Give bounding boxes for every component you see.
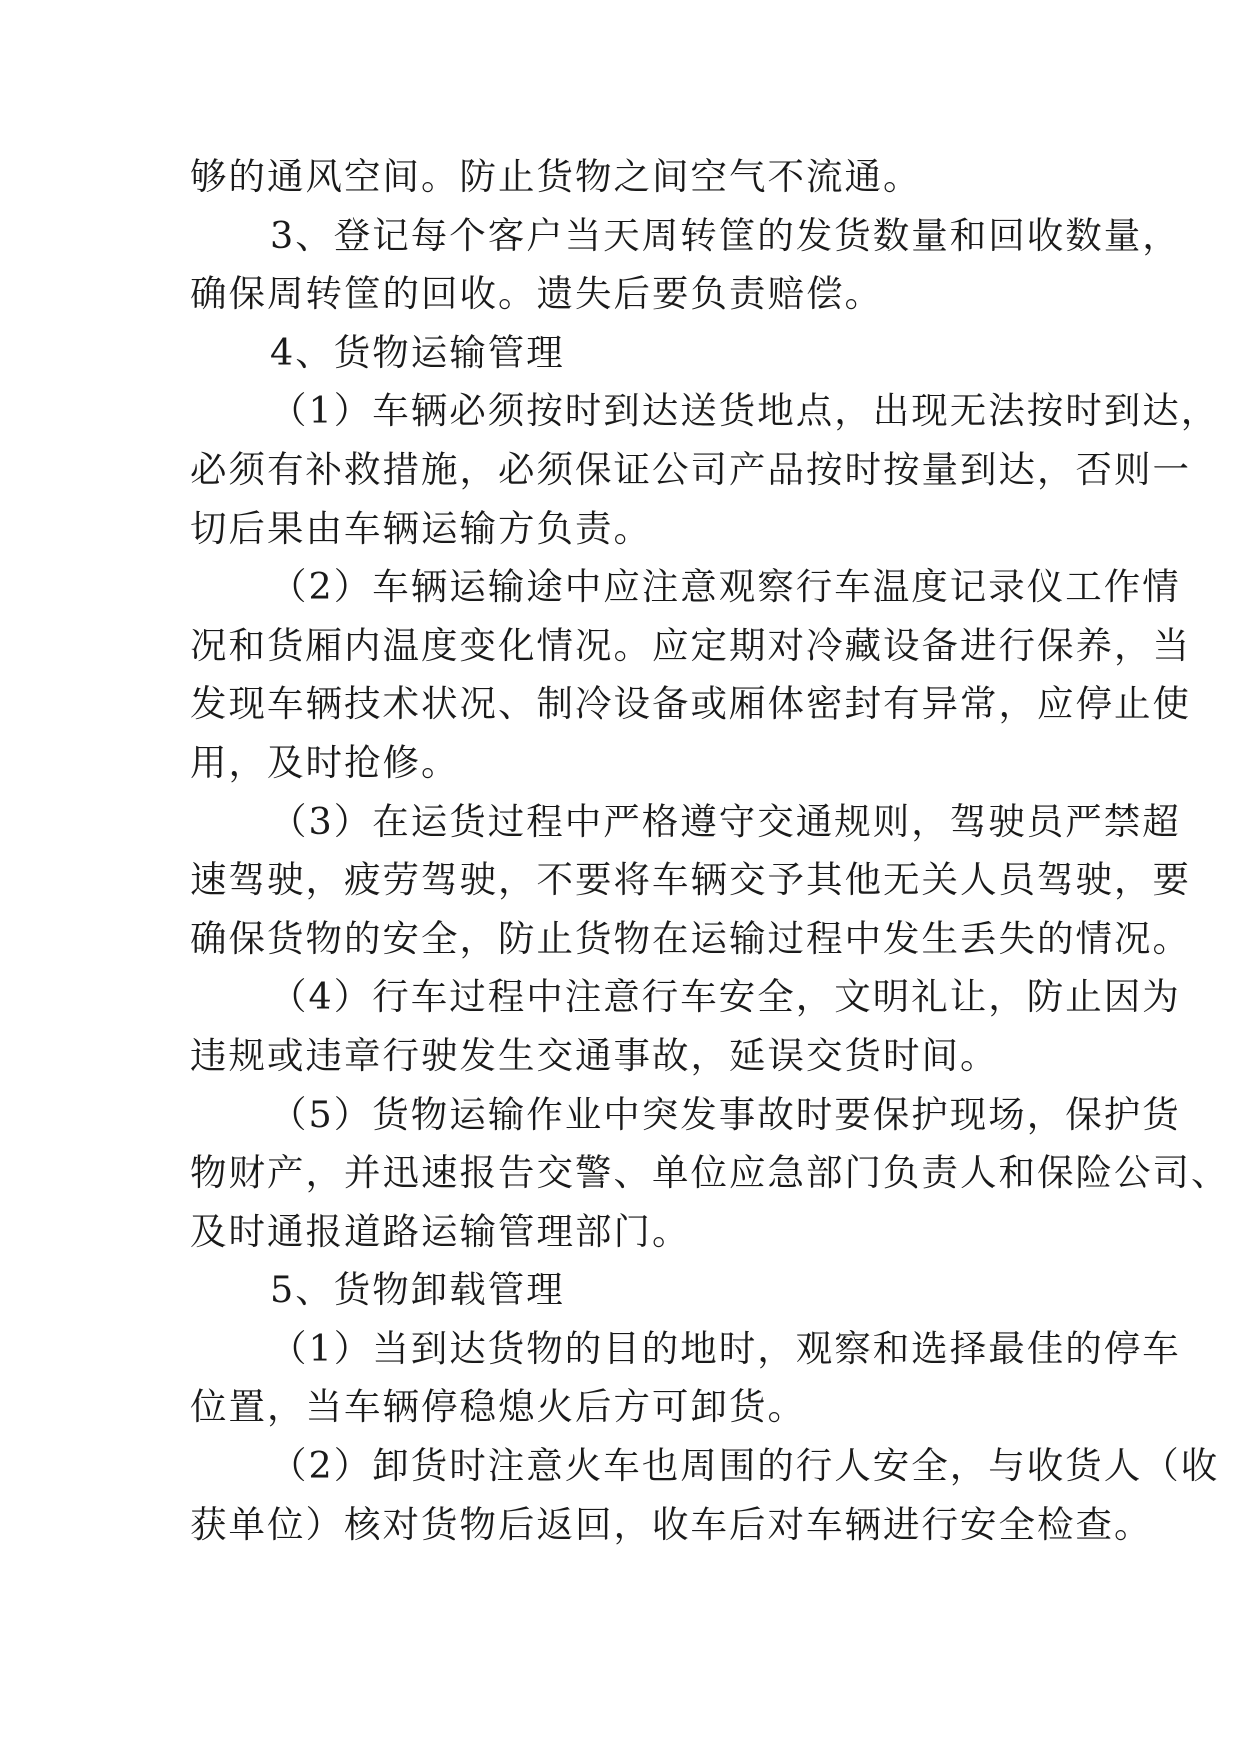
- text-line: 及时通报道路运输管理部门。: [190, 1209, 691, 1253]
- text-line: （4）行车过程中注意行车安全，文明礼让，防止因为: [270, 975, 1181, 1019]
- text-line: （2）卸货时注意火车也周围的行人安全，与收货人（收: [270, 1444, 1220, 1488]
- text-line: 必须有补救措施，必须保证公司产品按时按量到达，否则一: [190, 447, 1191, 491]
- text-line: （1）当到达货物的目的地时，观察和选择最佳的停车: [270, 1326, 1181, 1370]
- text-line: 违规或违章行驶发生交通事故，延误交货时间。: [190, 1033, 999, 1077]
- text-line: 3、登记每个客户当天周转筐的发货数量和回收数量，: [270, 213, 1181, 257]
- text-line: 用，及时抢修。: [190, 740, 460, 784]
- text-line: 发现车辆技术状况、制冷设备或厢体密封有异常，应停止使: [190, 682, 1191, 726]
- text-line: 况和货厢内温度变化情况。应定期对冷藏设备进行保养，当: [190, 623, 1191, 667]
- document-body: [190, 148, 1230, 1554]
- text-line: （1）车辆必须按时到达送货地点，出现无法按时到达，: [270, 389, 1220, 433]
- text-line: 切后果由车辆运输方负责。: [190, 506, 652, 550]
- text-line: （5）货物运输作业中突发事故时要保护现场，保护货: [270, 1092, 1181, 1136]
- text-line: 够的通风空间。防止货物之间空气不流通。: [190, 155, 922, 198]
- text-line: 获单位）核对货物后返回，收车后对车辆进行安全检查。: [190, 1502, 1153, 1546]
- text-line: 位置，当车辆停稳熄火后方可卸货。: [190, 1385, 806, 1429]
- text-line: （3）在运货过程中严格遵守交通规则，驾驶员严禁超: [270, 799, 1181, 843]
- text-line: 确保货物的安全，防止货物在运输过程中发生丢失的情况。: [190, 916, 1191, 960]
- text-line: 5、货物卸载管理: [270, 1268, 565, 1312]
- text-line: 速驾驶，疲劳驾驶，不要将车辆交予其他无关人员驾驶，要: [190, 858, 1191, 902]
- text-line: （2）车辆运输途中应注意观察行车温度记录仪工作情: [270, 565, 1181, 609]
- text-line: 物财产，并迅速报告交警、单位应急部门负责人和保险公司、: [190, 1151, 1230, 1195]
- text-line: 4、货物运输管理: [270, 330, 565, 374]
- text-line: 确保周转筐的回收。遗失后要负责赔偿。: [190, 272, 883, 316]
